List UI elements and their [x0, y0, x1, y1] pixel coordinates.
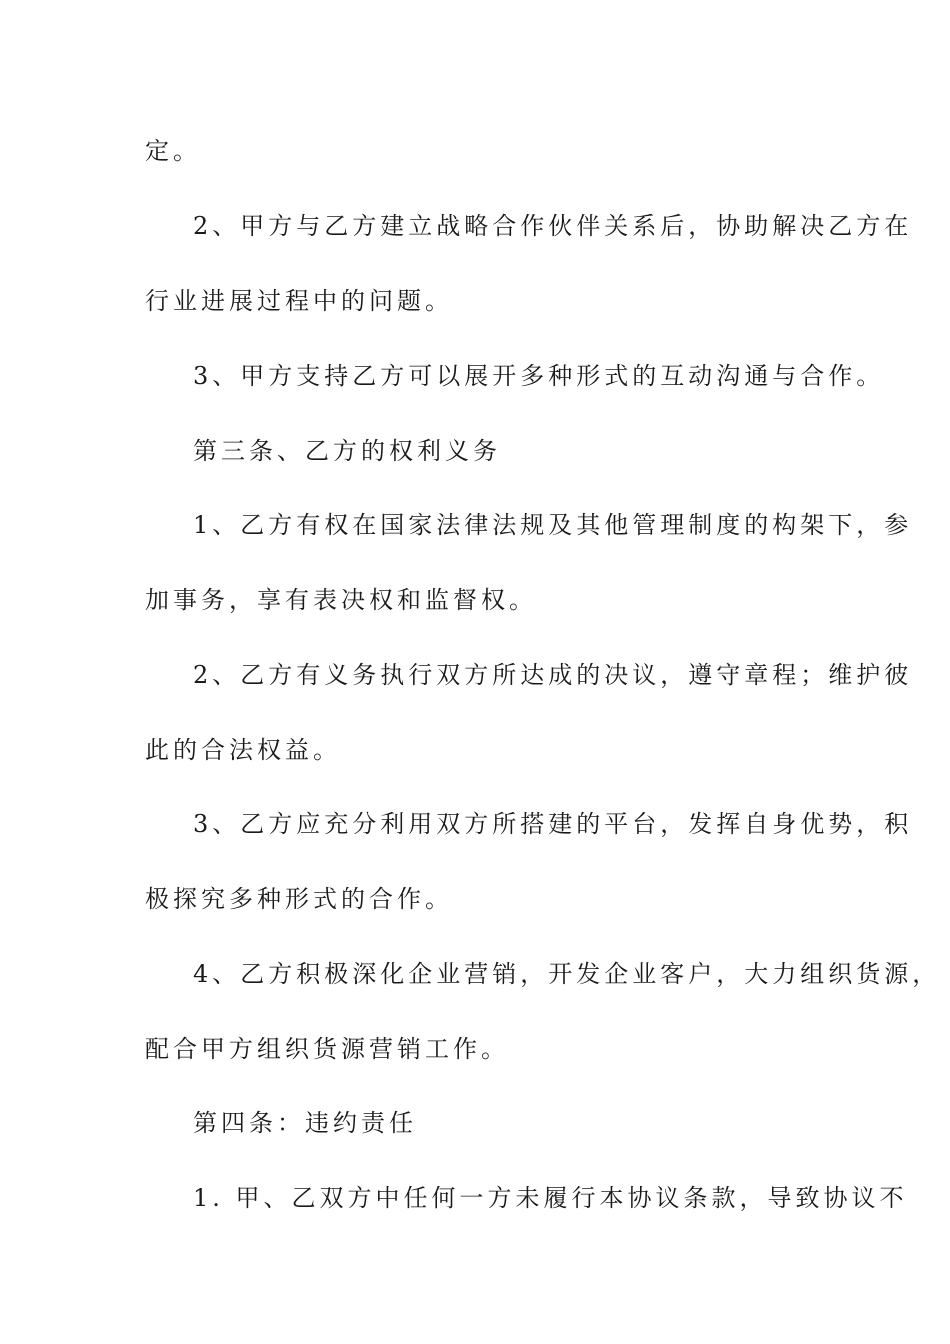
clause-2-second-line: 行业进展过程中的问题。: [145, 287, 453, 315]
article-3-heading: 第三条、乙方的权利义务: [193, 437, 501, 465]
clause-2-first-line: 2、甲方与乙方建立战略合作伙伴关系后，协助解决乙方在: [193, 212, 913, 240]
liability-clause-1-first-line: 1. 甲、乙双方中任何一方未履行本协议条款，导致协议不: [193, 1184, 908, 1212]
party-b-clause-1-second-line: 加事务，享有表决权和监督权。: [145, 586, 537, 614]
party-b-clause-2-second-line: 此的合法权益。: [145, 736, 341, 764]
party-b-clause-2-first-line: 2、乙方有义务执行双方所达成的决议，遵守章程；维护彼: [193, 661, 913, 689]
party-b-clause-3-second-line: 极探究多种形式的合作。: [145, 885, 453, 913]
party-b-clause-1-first-line: 1、乙方有权在国家法律法规及其他管理制度的构架下，参: [193, 511, 913, 539]
clause-3-line: 3、甲方支持乙方可以展开多种形式的互动沟通与合作。: [193, 362, 885, 390]
party-b-clause-4-first-line: 4、乙方积极深化企业营销，开发企业客户，大力组织货源，: [193, 960, 941, 988]
party-b-clause-3-first-line: 3、乙方应充分利用双方所搭建的平台，发挥自身优势，积: [193, 810, 913, 838]
text-line-continuation: 定。: [145, 137, 201, 165]
party-b-clause-4-second-line: 配合甲方组织货源营销工作。: [145, 1035, 509, 1063]
article-4-heading: 第四条：违约责任: [193, 1109, 417, 1137]
